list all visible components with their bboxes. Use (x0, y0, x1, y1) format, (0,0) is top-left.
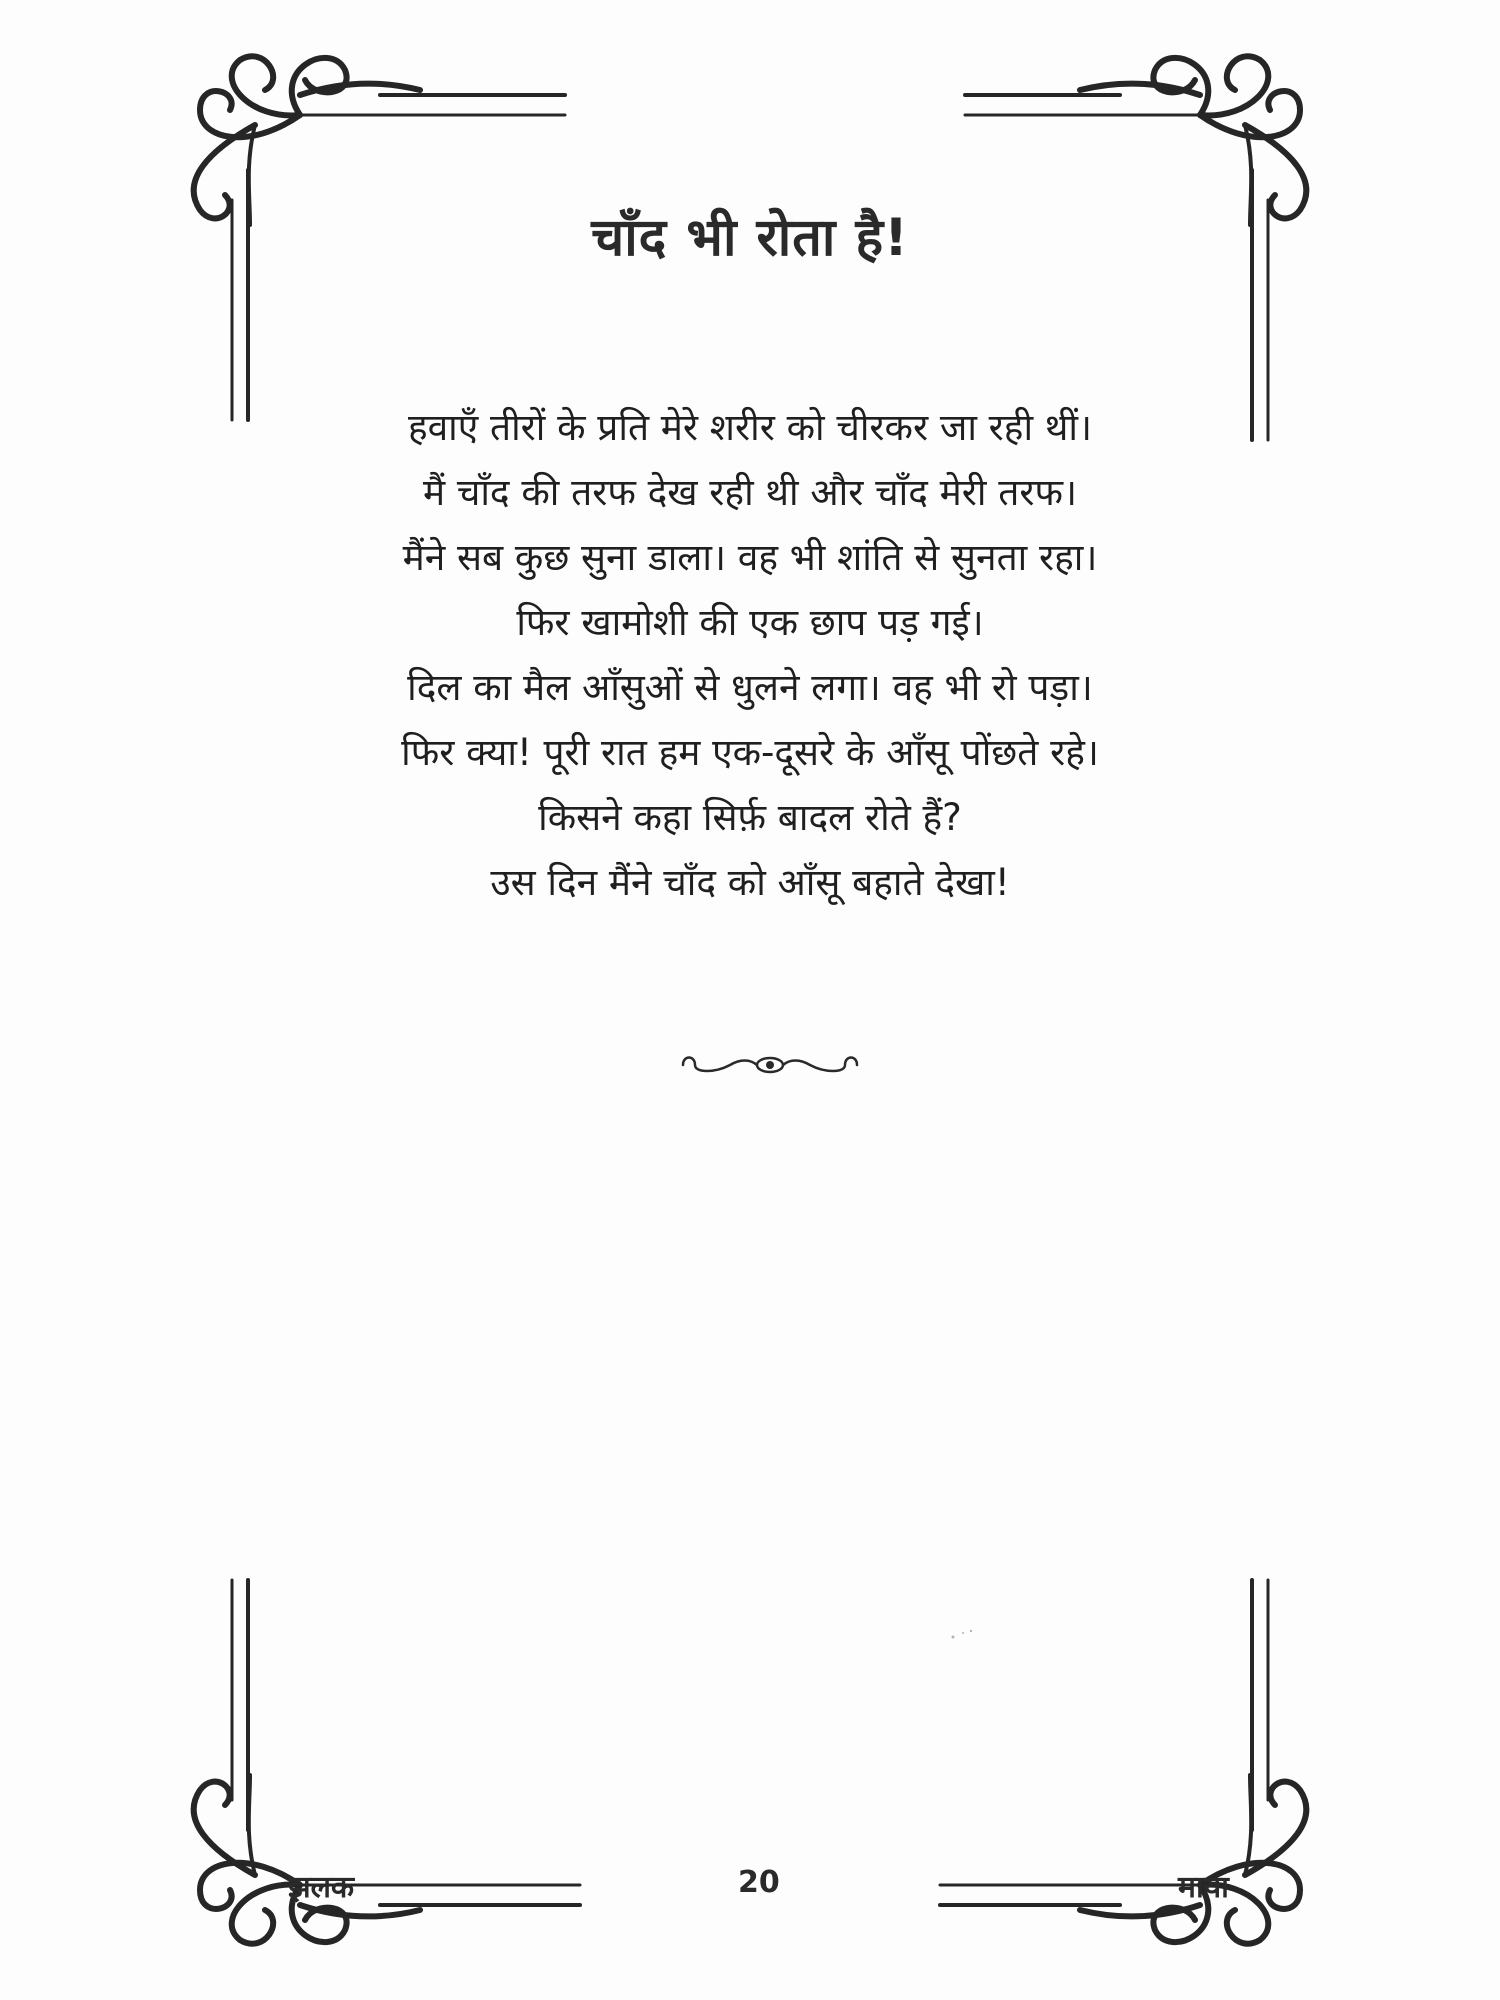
corner-ornament-bottom-right (940, 1580, 1306, 1944)
footer-author-name: माया (1178, 1870, 1229, 1905)
poem-line: फिर खामोशी की एक छाप पड़ गई। (516, 601, 984, 644)
poem-body (250, 395, 1250, 915)
poem-title: चाँद भी रोता है! (591, 208, 909, 268)
page-number: 20 (738, 1865, 780, 1900)
poem-line: मैंने सब कुछ सुना डाला। वह भी शांति से सुनता रहा। (402, 536, 1098, 579)
footer-book-title: झलक (288, 1870, 355, 1905)
section-divider-ornament-icon (675, 1045, 865, 1085)
poem-line: हवाएँ तीरों के प्रति मेरे शरीर को चीरकर जा रही थीं। (407, 406, 1093, 449)
poem-line: उस दिन मैंने चाँद को आँसू बहाते देखा! (490, 861, 1010, 904)
corner-ornament-bottom-left (194, 1580, 580, 1944)
poem-line: फिर क्या! पूरी रात हम एक-दूसरे के आँसू पोंछते रहे। (401, 731, 1099, 774)
poem-line: दिल का मैल आँसुओं से धुलने लगा। वह भी रो पड़ा। (407, 666, 1093, 709)
poem-line: मैं चाँद की तरफ देख रही थी और चाँद मेरी तरफ। (422, 471, 1078, 514)
poem-line: किसने कहा सिर्फ़ बादल रोते हैं? (538, 796, 962, 839)
paper-speck (945, 1625, 985, 1645)
